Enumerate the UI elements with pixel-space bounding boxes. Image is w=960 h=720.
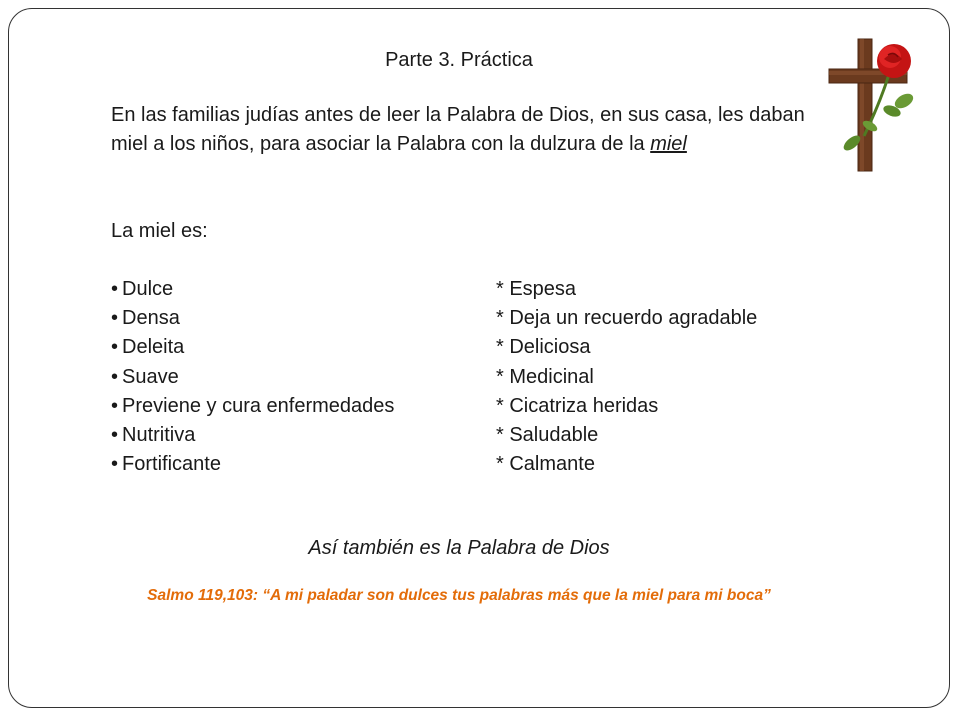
- intro-paragraph: [111, 101, 811, 159]
- list-item: • Suave: [111, 363, 394, 392]
- list-item: * Medicinal: [496, 363, 757, 392]
- intro-text: En las familias judías antes de leer la Palabra de Dios, en sus casa, les daban miel a los niños, para asociar la Palabra con la dulzura de la: [111, 104, 805, 155]
- right-list: [496, 275, 757, 479]
- list-item: • Nutritiva: [111, 421, 394, 450]
- list-item: * Deja un recuerdo agradable: [496, 304, 757, 333]
- list-item: * Cicatriza heridas: [496, 392, 757, 421]
- list-item: • Densa: [111, 304, 394, 333]
- verse-quote: Salmo 119,103: “A mi paladar son dulces tus palabras más que la miel para mi boca”: [147, 587, 771, 604]
- slide-title: Parte 3. Práctica: [385, 49, 533, 71]
- left-list: [111, 275, 394, 479]
- list-item: • Dulce: [111, 275, 394, 304]
- conclusion-text: Así también es la Palabra de Dios: [308, 537, 610, 559]
- list-lead: La miel es:: [111, 220, 208, 242]
- list-item: • Deleita: [111, 333, 394, 362]
- list-item: * Deliciosa: [496, 333, 757, 362]
- list-item: * Espesa: [496, 275, 757, 304]
- list-item: • Previene y cura enfermedades: [111, 392, 394, 421]
- list-item: * Calmante: [496, 450, 757, 479]
- intro-emphasis: miel: [650, 133, 687, 155]
- list-item: • Fortificante: [111, 450, 394, 479]
- cross-with-rose-icon: [824, 31, 924, 176]
- list-item: * Saludable: [496, 421, 757, 450]
- slide-frame: [8, 8, 950, 708]
